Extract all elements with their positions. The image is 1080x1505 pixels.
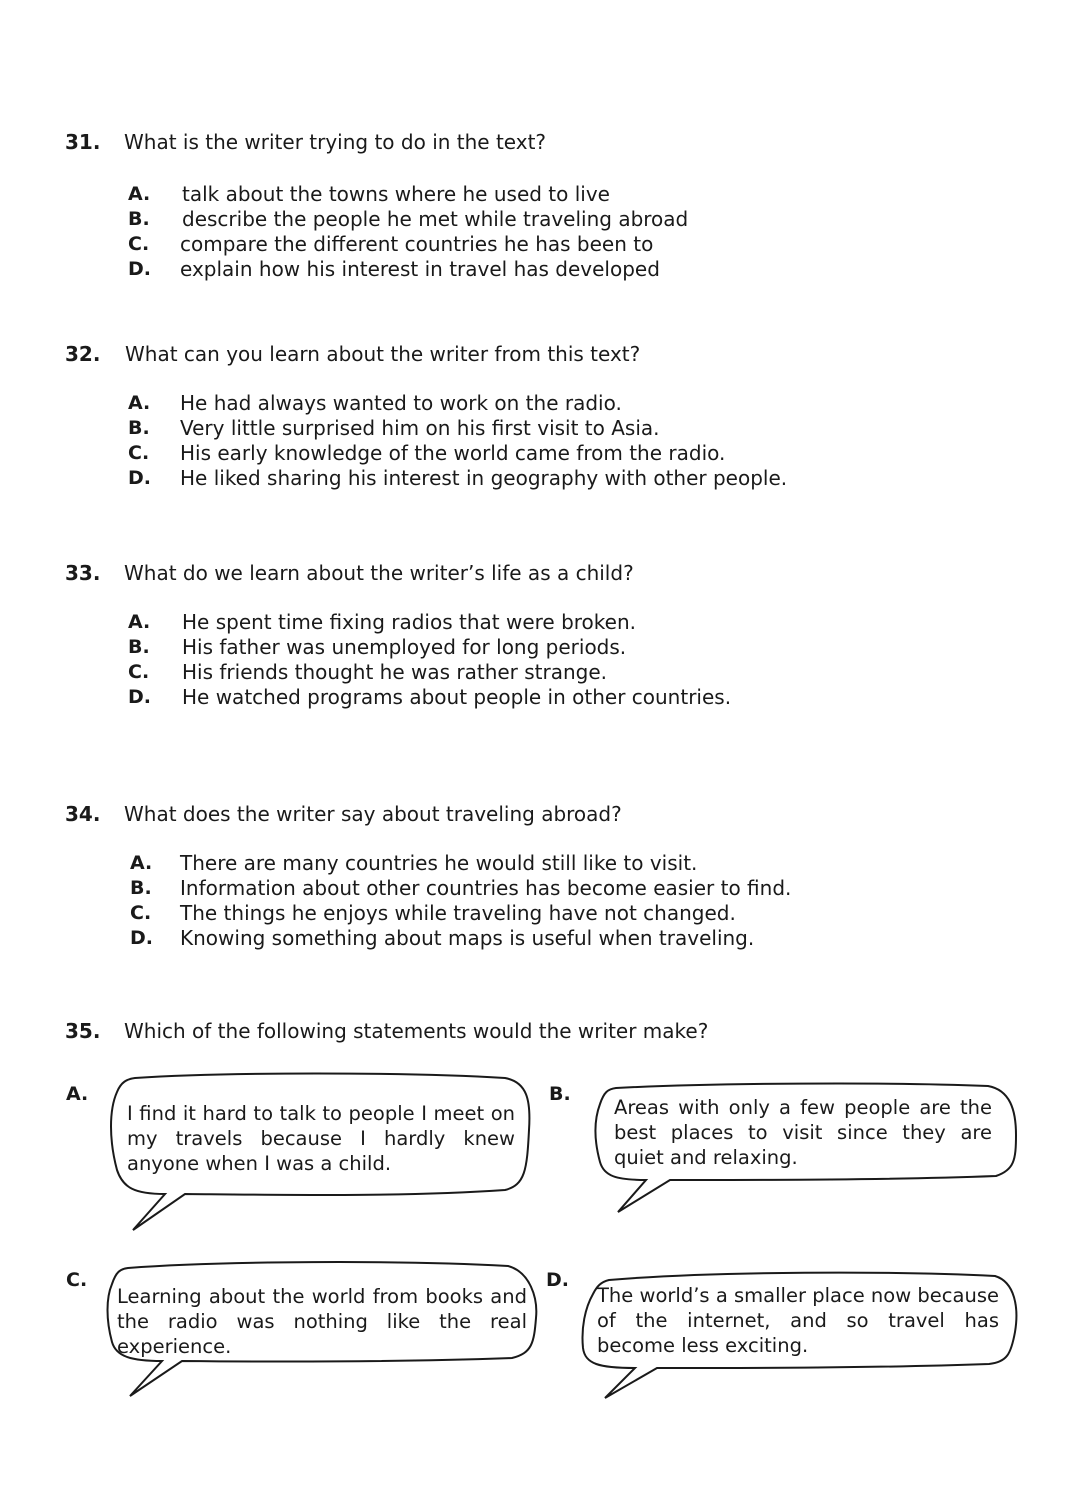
option-letter[interactable]: B. <box>128 417 150 439</box>
option-letter[interactable]: C. <box>128 442 150 464</box>
option-letter[interactable]: D. <box>130 927 153 949</box>
question-number: 31. <box>65 130 101 154</box>
option-text[interactable]: His early knowledge of the world came from the radio. <box>180 441 726 465</box>
option-letter[interactable]: A. <box>128 392 151 414</box>
option-letter[interactable]: B. <box>130 877 152 899</box>
question-number: 33. <box>65 561 101 585</box>
option-letter[interactable]: B. <box>128 636 150 658</box>
question-text: Which of the following statements would the writer make? <box>124 1019 709 1043</box>
option-text[interactable]: There are many countries he would still like to visit. <box>180 851 698 875</box>
option-text[interactable]: Knowing something about maps is useful when traveling. <box>180 926 755 950</box>
option-text[interactable]: talk about the towns where he used to live <box>182 182 610 206</box>
option-letter[interactable]: C. <box>128 661 150 683</box>
option-text[interactable]: His father was unemployed for long periods. <box>182 635 627 659</box>
option-text[interactable]: explain how his interest in travel has developed <box>180 257 660 281</box>
bubble-text: I find it hard to talk to people I meet on my travels because I hardly knew anyone when I was a child. <box>127 1102 515 1175</box>
bubble-option-letter[interactable]: D. <box>546 1269 569 1291</box>
option-text[interactable]: Information about other countries has become easier to find. <box>180 876 792 900</box>
bubble-text: The world’s a smaller place now because of the internet, and so travel has become less exciting. <box>597 1284 999 1357</box>
bubble-text: Learning about the world from books and the radio was nothing like the real experience. <box>117 1285 527 1358</box>
option-letter[interactable]: A. <box>130 852 153 874</box>
option-text[interactable]: describe the people he met while traveling abroad <box>182 207 689 231</box>
bubble-option-letter[interactable]: C. <box>66 1269 88 1291</box>
option-letter[interactable]: D. <box>128 258 151 280</box>
option-letter[interactable]: C. <box>130 902 152 924</box>
question-text: What can you learn about the writer from this text? <box>125 342 641 366</box>
option-letter[interactable]: A. <box>128 611 151 633</box>
option-letter[interactable]: B. <box>128 208 150 230</box>
option-text[interactable]: compare the different countries he has been to <box>180 232 654 256</box>
option-text[interactable]: He liked sharing his interest in geography with other people. <box>180 466 788 490</box>
option-text[interactable]: The things he enjoys while traveling have not changed. <box>180 901 736 925</box>
question-text: What do we learn about the writer’s life as a child? <box>124 561 634 585</box>
question-number: 35. <box>65 1019 101 1043</box>
option-letter[interactable]: A. <box>128 183 151 205</box>
option-letter[interactable]: C. <box>128 233 150 255</box>
question-text: What is the writer trying to do in the text? <box>124 130 547 154</box>
option-letter[interactable]: D. <box>128 686 151 708</box>
bubble-text: Areas with only a few people are the best places to visit since they are quiet and relaxing. <box>614 1096 992 1169</box>
bubble-option-letter[interactable]: A. <box>66 1083 89 1105</box>
option-text[interactable]: His friends thought he was rather strange. <box>182 660 608 684</box>
option-letter[interactable]: D. <box>128 467 151 489</box>
option-text[interactable]: He had always wanted to work on the radio. <box>180 391 622 415</box>
question-number: 32. <box>65 342 101 366</box>
bubble-option-letter[interactable]: B. <box>549 1083 571 1105</box>
option-text[interactable]: Very little surprised him on his first visit to Asia. <box>180 416 660 440</box>
option-text[interactable]: He watched programs about people in other countries. <box>182 685 732 709</box>
question-text: What does the writer say about traveling abroad? <box>124 802 622 826</box>
option-text[interactable]: He spent time fixing radios that were broken. <box>182 610 637 634</box>
question-number: 34. <box>65 802 101 826</box>
